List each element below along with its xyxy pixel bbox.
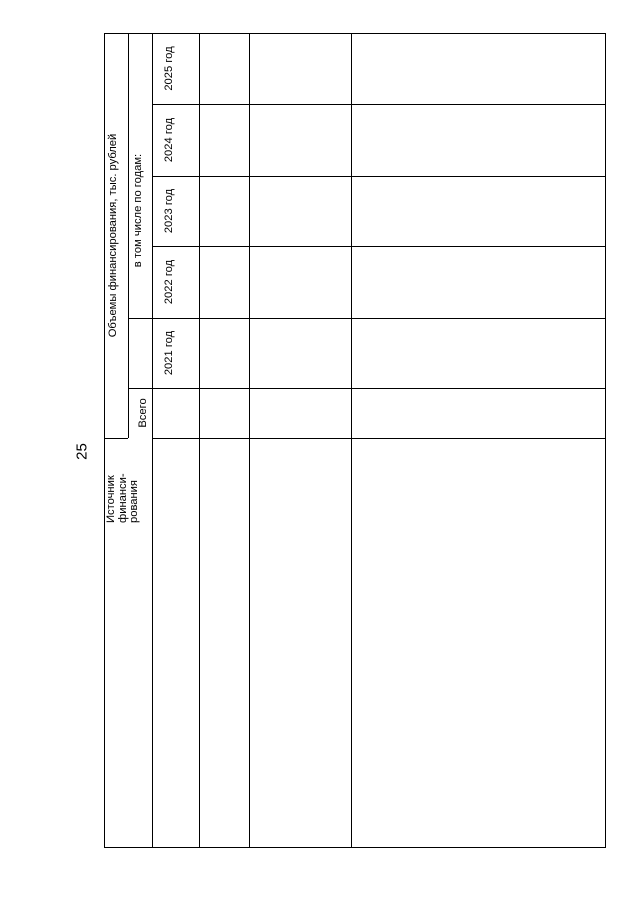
grid-line [152, 176, 606, 177]
header-year: 2024 год [163, 117, 175, 163]
header-year-2022 [152, 246, 199, 318]
grid-line [152, 104, 606, 105]
page-number: 25 [73, 443, 91, 460]
header-total-cell [128, 388, 199, 438]
header-year-2021 [152, 318, 199, 388]
header-source: Источник финанси-рования [105, 473, 141, 523]
grid-line [152, 246, 606, 247]
grid-line [351, 33, 352, 847]
header-year-2023 [152, 176, 199, 246]
header-source-cell [104, 438, 152, 528]
grid-line [152, 438, 606, 439]
header-year: 2023 год [163, 188, 175, 234]
header-year: 2022 год [163, 259, 175, 305]
header-funding-title: Объемы финансирования, тыс. рублей [107, 133, 119, 338]
header-year-2024 [152, 104, 199, 176]
header-years-cell [128, 33, 152, 388]
header-by-years: в том числе по годам: [132, 153, 144, 268]
grid-line [104, 847, 606, 848]
grid-line [605, 33, 606, 848]
header-year: 2021 год [163, 330, 175, 376]
financing-table [104, 33, 606, 848]
header-funding-cell [104, 33, 128, 438]
header-total: Всего [137, 398, 149, 428]
grid-line [199, 33, 200, 847]
header-year: 2025 год [163, 46, 175, 91]
grid-line [249, 33, 250, 847]
header-year-2025 [152, 33, 199, 104]
